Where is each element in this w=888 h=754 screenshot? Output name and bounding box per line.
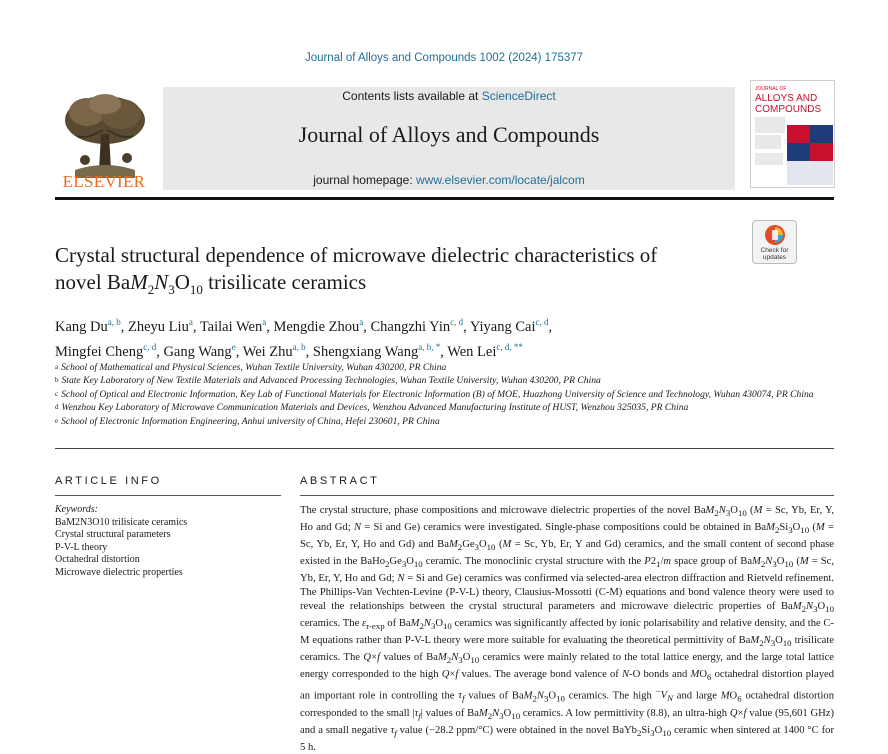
- affiliation: $^e$ School of Electronic Information Engineering, Anhui university of China, Hefei 230601, PR China: [55, 415, 440, 427]
- affiliation: $^a$ School of Mathematical and Physical Sciences, Wuhan Textile University, Wuhan 430200, PR China: [55, 362, 447, 373]
- journal-citation: Journal of Alloys and Compounds 1002 (2024) 175377: [304, 52, 584, 64]
- keyword: P-V-L theory: [55, 541, 108, 553]
- author[interactable]: Kang Du$^{a, b}$: [55, 317, 121, 335]
- author[interactable]: Changzhi Yin$^{c, d}$: [370, 317, 464, 335]
- keyword: Octahedral distortion: [55, 554, 140, 566]
- affiliation-list: [55, 361, 835, 428]
- journal-cover-thumbnail[interactable]: [750, 80, 835, 188]
- abstract-heading: ABSTRACT: [300, 475, 380, 487]
- author[interactable]: Mingfei Cheng$^{c, d}$: [55, 341, 157, 360]
- abstract-body: [300, 504, 834, 754]
- author[interactable]: Wen Lei$^{c, d, **}$: [447, 341, 523, 360]
- author[interactable]: Gang Wang$^e$: [163, 341, 236, 360]
- cover-journal-line2: ALLOYS AND: [755, 93, 818, 104]
- contents-line: [163, 89, 735, 103]
- author[interactable]: Zheyu Liu$^a$: [128, 317, 193, 335]
- keywords-block: [55, 504, 281, 580]
- keyword: BaM2N3O10 trilisicate ceramics: [55, 516, 188, 528]
- keyword: Microwave dielectric properties: [55, 566, 183, 578]
- affiliation: $^b$ State Key Laboratory of New Textile Materials and Advanced Processing Technologies, Wuhan Textile University, Wuhan 430200, PR China: [55, 375, 601, 387]
- check-updates-line1: Check for: [760, 247, 789, 254]
- author[interactable]: Mengdie Zhou$^a$: [273, 317, 364, 335]
- author[interactable]: Tailai Wen$^a$: [199, 317, 267, 335]
- section-rule: [55, 448, 834, 449]
- keyword: Crystal structural parameters: [55, 529, 171, 541]
- author[interactable]: Shengxiang Wang$^{a, b, *}$: [312, 341, 441, 360]
- journal-homepage-link[interactable]: www.elsevier.com/locate/jalcom: [416, 173, 585, 187]
- journal-title: Journal of Alloys and Compounds: [298, 122, 600, 147]
- header-rule: [55, 197, 834, 200]
- abstract-paragraph: The crystal structure, phase compositions and microwave dielectric properties of the novel $BaM_2N_3O_{10}$ (M = Sc, Yb, Er, Y, Ho and Gd; N = Si and Ge) ceramics were investigated. Single-phase compositions could be obtained in $BaM_2Si_3O_{10}$ (M = Sc, Yb, Er, Y, Ho and Gd) and $BaM_2Ge_3O_{10}$ (M = Sc, Yb, Er, Y and Gd) ceramics, and the small content of second phase existed in the $BaHo_2Ge_3O_{10}$ ceramic. The monoclinic crystal structure with the $P2_1/m$ space group of $BaM_2N_3O_{10}$ (M = Sc, Yb, Er, Y, Ho and Gd; N = Si and Ge) ceramics was confirmed via selected-area electron diffraction and Rietveld refinement. The Phillips-Van Vechten-Levine (P-V-L) theory, Clausius-Mossotti (C-M) equations and bond valence theory were used to reveal the relationships between the crystal structural parameters and microwave dielectric properties of $BaM_2N_3O_{10}$ ceramics. The $\varepsilon_{r-exp}$ of $BaM_2N_3O_{10}$ ceramics was significantly affected by ionic polarisability and relative density, and the C-M equations rather than P-V-L theory were more suitable for evaluating the theoretical permittivity of $BaM_2N_3O_{10}$ trisilicate ceramics. The Q×f values of $BaM_2N_3O_{10}$ ceramics were mainly related to the total lattice energy, and the large total lattice energy corresponded to the high Q×f values. The average bond valence of N-O bonds and $MO_6$ octahedral distortion played an important role in controlling the $\tau_f$ values of $BaM_2N_3O_{10}$ ceramics. The high $^-V_N$ and large $MO_6$ octahedral distortion corresponded to the small $|\tau_f|$ values of $BaM_2N_3O_{10}$ ceramics. A low permittivity (8.8), an ultra-high Q×f value (95,601 GHz) and a small negative $\tau_f$ value (−28.2 ppm/°C) were obtained in the novel $BaYb_2Si_3O_{10}$ ceramic when sintered at 1400 °C for 5 h.: [300, 505, 835, 753]
- contents-prefix: Contents lists available at: [342, 89, 479, 103]
- article-info-heading: ARTICLE INFO: [55, 475, 162, 487]
- paper-title-line1: Crystal structural dependence of microwave dielectric characteristics of: [55, 243, 658, 267]
- keywords-label: Keywords:: [55, 504, 98, 515]
- affiliation: $^d$ Wenzhou Key Laboratory of Microwave Communication Materials and Devices, Wenzhou Advanced Manufacturing Institute of HUST, Wenzhou 325035, PR China: [55, 402, 689, 414]
- homepage-prefix: journal homepage:: [313, 173, 413, 187]
- sciencedirect-link[interactable]: ScienceDirect: [481, 89, 556, 103]
- author[interactable]: Yiyang Cai$^{c, d}$: [469, 317, 549, 335]
- homepage-line: [163, 173, 735, 187]
- check-for-updates-badge[interactable]: [752, 220, 797, 264]
- abstract-rule: [300, 495, 834, 496]
- author[interactable]: Wei Zhu$^{a, b}$: [242, 341, 306, 360]
- check-updates-line2: updates: [762, 254, 787, 261]
- paper-title: [55, 242, 745, 303]
- publisher-wordmark: ELSEVIER: [62, 172, 146, 191]
- affiliation: $^c$ School of Optical and Electronic Information, Key Lab of Functional Materials for Electronic Information (B) of MOE, Huazhong University of Science and Technology, Wuhan 430074, PR China: [55, 388, 814, 400]
- cover-journal-line3: COMPOUNDS: [755, 104, 822, 115]
- check-updates-icon: [764, 224, 786, 246]
- article-info-rule: [55, 495, 281, 496]
- author-list: Kang Du$^{a, b}$, Zheyu Liu$^a$, Tailai Wen$^a$, Mengdie Zhou$^a$, Changzhi Yin$^{c, d}$, Yiyang Cai$^{c, d}$, Mingfei Cheng$^{c, d}$, Gang Wang$^e$, Wei Zhu$^{a, b}$, Shengxiang Wang$^{a, b, *}$, Wen Lei$^{c, d, **}$: [55, 317, 553, 360]
- cover-journal-line1: JOURNAL OF: [755, 86, 787, 92]
- paper-title-line2: novel $BaM_2N_3O_{10}$ trisilicate ceramics: [55, 270, 367, 298]
